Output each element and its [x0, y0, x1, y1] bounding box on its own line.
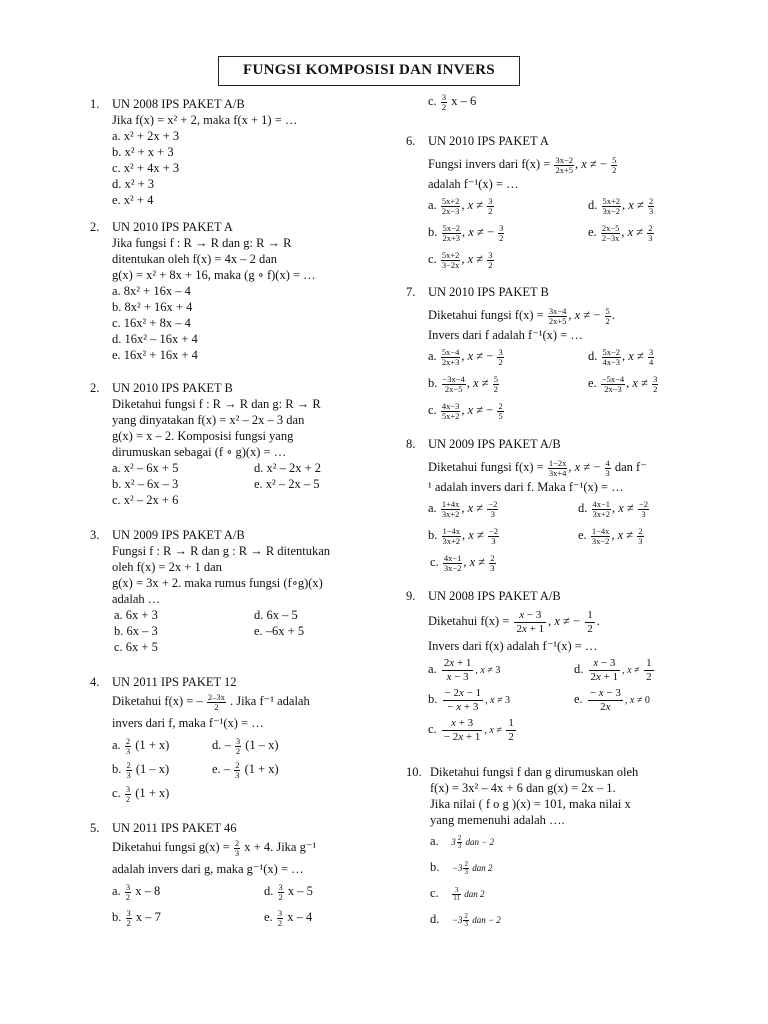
option-c: c. $\frac{3}{11}$ dan 2 — [430, 885, 485, 902]
option-c: c. $\frac{4x-3}{5x+2}$ , x ≠ − $\frac{2}{5}$ — [428, 400, 503, 421]
question-number: 3. — [90, 528, 100, 542]
option-a: a. $\frac{5x-4}{2x+3}$ , x ≠ − $\frac{3}{2}$ — [428, 346, 503, 367]
option-a: a. $\frac{2x + 1}{x - 3}$ , x ≠ 3 — [428, 656, 501, 683]
option-c: c. x² + 4x + 3 — [112, 161, 180, 175]
option-d: d. 16x² – 16x + 4 — [112, 332, 198, 346]
option-c: c. 6x + 5 — [114, 640, 158, 654]
question-source: UN 2009 IPS PAKET A/B — [428, 437, 561, 451]
question-stem-1: Diketahui fungsi g(x) = $\frac{2}{3}$ x + 4. Jika g⁻¹ — [112, 837, 317, 858]
fraction: $\frac{2-3x}{2}$ — [207, 691, 225, 712]
question-source: UN 2009 IPS PAKET A/B — [112, 528, 245, 542]
option-a: a. 6x + 3 — [114, 608, 158, 622]
option-a: a. $\frac{1+4x}{3x+2}$ , x ≠ $\frac{-2}{3}$ — [428, 498, 498, 519]
question-number: 8. — [406, 437, 416, 451]
option-d: d. −3 $\frac{2}{3}$ dan − 2 — [430, 911, 501, 928]
option-b: b. $\frac{-3x-4}{2x-5}$ , x ≠ $\frac{5}{2}$ — [428, 373, 499, 394]
stem-text: . Jika f⁻¹ adalah — [229, 694, 310, 708]
question-number: 4. — [90, 675, 100, 689]
option-e: e. 16x² + 16x + 4 — [112, 348, 198, 362]
question-number: 10. — [406, 765, 422, 779]
question-number: 7. — [406, 285, 416, 299]
question-stem-4: adalah … — [112, 592, 161, 606]
option-a: a. $\frac{5x+2}{2x-3}$ , x ≠ $\frac{3}{2}$ — [428, 195, 493, 216]
question-stem-3: g(x) = 3x + 2. maka rumus fungsi (f∘g)(x) — [112, 576, 323, 590]
question-stem-4: yang memenuhi adalah …. — [430, 813, 565, 827]
option-b: b. $\frac{1-4x}{3x+2}$ , x ≠ $\frac{-2}{3}$ — [428, 525, 499, 546]
option-b: b. 8x² + 16x + 4 — [112, 300, 193, 314]
option-e: e. $\frac{1-4x}{3x-2}$ , x ≠ $\frac{2}{3}$ — [578, 525, 643, 546]
option-b: b. $\frac{- 2x - 1}{- x + 3}$ , x ≠ 3 — [428, 686, 511, 713]
question-number: 1. — [90, 97, 100, 111]
question-stem-3: g(x) = x – 2. Komposisi fungsi yang — [112, 429, 294, 443]
question-source: UN 2010 IPS PAKET B — [112, 381, 233, 395]
question-source: UN 2011 IPS PAKET 12 — [112, 675, 237, 689]
option-d: d. x² – 2x + 2 — [254, 461, 322, 475]
question-source: UN 2010 IPS PAKET A — [428, 134, 549, 148]
option-d: d. $\frac{5x-2}{4x-3}$ , x ≠ $\frac{3}{4}$ — [588, 346, 654, 367]
question-stem-3: g(x) = x² + 8x + 16, maka (g ∘ f)(x) = … — [112, 268, 316, 282]
question-stem-1: Fungsi invers dari f(x) = $\frac{3x-2}{2x+5}$ , x ≠ − $\frac{5}{2}$ — [428, 154, 617, 175]
question-stem-1: Jika fungsi f : R → R dan g: R → R — [112, 236, 292, 250]
option-d: d. x² + 3 — [112, 177, 155, 191]
question-stem-1: Diketahui fungsi f(x) = $\frac{3x-4}{2x+5}$ , x ≠ − $\frac{5}{2}$ . — [428, 305, 615, 326]
option-d: d. – $\frac{3}{2}$ (1 – x) — [212, 735, 279, 756]
option-b: b. $\frac{3}{2}$ x – 7 — [112, 907, 161, 928]
option-d: d. 6x – 5 — [254, 608, 298, 622]
page-title: FUNGSI KOMPOSISI DAN INVERS — [218, 56, 520, 86]
option-d: d. $\frac{3}{2}$ x – 5 — [264, 881, 313, 902]
option-e: e. – $\frac{2}{3}$ (1 + x) — [212, 759, 279, 780]
question-stem-1: Diketahui fungsi f : R → R dan g: R → R — [112, 397, 321, 411]
question-stem-1: Diketahui fungsi f(x) = $\frac{1-2x}{3x+4}$ , x ≠ − $\frac{4}{3}$ dan f⁻ — [428, 457, 647, 478]
question-stem-1: Fungsi f : R → R dan g : R → R ditentukan — [112, 544, 331, 558]
option-d: d. $\frac{4x-1}{3x+2}$ , x ≠ $\frac{-2}{3}$ — [578, 498, 649, 519]
option-d: d. $\frac{5x+2}{3x-2}$ , x ≠ $\frac{2}{3}$ — [588, 195, 654, 216]
option-e: e. x² + 4 — [112, 193, 154, 207]
question-source: UN 2010 IPS PAKET B — [428, 285, 549, 299]
question-stem-2: Invers dari f(x) adalah f⁻¹(x) = … — [428, 639, 598, 653]
question-stem-1: Diketahui fungsi f dan g dirumuskan oleh — [430, 765, 639, 779]
option-e: e. $\frac{3}{2}$ x – 4 — [264, 907, 313, 928]
option-b: b. x² – 6x – 3 — [112, 477, 179, 491]
question-source: UN 2011 IPS PAKET 46 — [112, 821, 237, 835]
question-stem-2: adalah invers dari g, maka g⁻¹(x) = … — [112, 862, 304, 876]
question-stem-2: ditentukan oleh f(x) = 4x – 2 dan — [112, 252, 277, 266]
option-a: a. $\frac{2}{3}$ (1 + x) — [112, 735, 170, 756]
question-stem-2: Invers dari f adalah f⁻¹(x) = … — [428, 328, 583, 342]
question-source: UN 2008 IPS PAKET A/B — [112, 97, 245, 111]
option-a: a. 8x² + 16x – 4 — [112, 284, 191, 298]
question-number: 2. — [90, 220, 100, 234]
option-c: c. x² – 2x + 6 — [112, 493, 179, 507]
question-stem-2: oleh f(x) = 2x + 1 dan — [112, 560, 222, 574]
option-b: b. x² + x + 3 — [112, 145, 174, 159]
option-e: e. $\frac{-5x-4}{2x-3}$ , x ≠ $\frac{3}{2}$ — [588, 373, 658, 394]
question-number: 5. — [90, 821, 100, 835]
question-stem-3: Jika nilai ( f o g )(x) = 101, maka nilai x — [430, 797, 631, 811]
question-source: UN 2010 IPS PAKET A — [112, 220, 233, 234]
option-a: a. x² – 6x + 5 — [112, 461, 179, 475]
option-a: a. $\frac{3}{2}$ x – 8 — [112, 881, 161, 902]
question-5-option-c — [428, 92, 476, 111]
question-stem-2: adalah f⁻¹(x) = … — [428, 177, 519, 191]
question-stem-1: Diketahui f(x) = $\frac{x - 3}{2x + 1}$ , x ≠ − $\frac{1}{2}$ . — [428, 608, 600, 635]
option-e: e. –6x + 5 — [254, 624, 305, 638]
question-number: 6. — [406, 134, 416, 148]
option-c: c. $\frac{3}{2}$ (1 + x) — [112, 783, 170, 804]
question-stem: Jika f(x) = x² + 2, maka f(x + 1) = … — [112, 113, 298, 127]
stem-text: Diketahui f(x) = – — [112, 694, 203, 708]
question-number: 2. — [90, 381, 100, 395]
option-e: e. $\frac{- x - 3}{2x}$ , x ≠ 0 — [574, 686, 650, 713]
option-a: a. 3 $\frac{2}{3}$ dan − 2 — [430, 833, 495, 850]
option-d: d. $\frac{x - 3}{2x + 1}$ , x ≠ $\frac{1}{2}$ — [574, 656, 652, 683]
option-b: b. 6x – 3 — [114, 624, 158, 638]
option-b: b. $\frac{5x-2}{2x+3}$ , x ≠ − $\frac{3}{2}$ — [428, 222, 504, 243]
question-number: 9. — [406, 589, 416, 603]
question-stem-2: invers dari f, maka f⁻¹(x) = … — [112, 716, 264, 730]
option-c: c. $\frac{x + 3}{- 2x + 1}$ , x ≠ $\frac{1}{2}$ — [428, 716, 514, 743]
option-c: c. $\frac{5x+2}{3-2x}$ , x ≠ $\frac{3}{2}$ — [428, 249, 493, 270]
option-b: b. −3 $\frac{2}{3}$ dan 2 — [430, 859, 493, 876]
option-c: c. $\frac{3}{2}$ x – 6 — [428, 91, 477, 112]
question-source: UN 2008 IPS PAKET A/B — [428, 589, 561, 603]
option-b: b. $\frac{2}{3}$ (1 – x) — [112, 759, 170, 780]
question-stem-2: f(x) = 3x² – 4x + 6 dan g(x) = 2x – 1. — [430, 781, 616, 795]
question-stem-2: yang dinyatakan f(x) = x² – 2x – 3 dan — [112, 413, 305, 427]
option-e: e. $\frac{2x-5}{2-3x}$ , x ≠ $\frac{2}{3}$ — [588, 222, 653, 243]
option-c: c. 16x² + 8x – 4 — [112, 316, 191, 330]
question-stem-2: ¹ adalah invers dari f. Maka f⁻¹(x) = … — [428, 480, 624, 494]
option-c: c. $\frac{4x-1}{3x-2}$ , x ≠ $\frac{2}{3}$ — [430, 552, 495, 573]
question-stem-4: dirumuskan sebagai (f ∘ g)(x) = … — [112, 445, 287, 459]
question-stem-1 — [112, 690, 310, 712]
option-e: e. x² – 2x – 5 — [254, 477, 320, 491]
option-a: a. x² + 2x + 3 — [112, 129, 180, 143]
